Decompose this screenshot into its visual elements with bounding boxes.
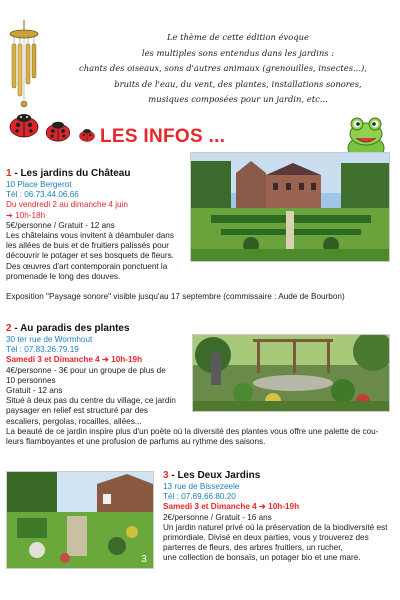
garden-3-address: 13 rue de Bissezeele xyxy=(163,482,240,491)
garden-1-hours: ➔ 10h-18h xyxy=(6,210,46,220)
garden-2-title: - Au paradis des plantes xyxy=(14,323,130,334)
garden-1-dates: Du vendredi 2 au dimanche 4 juin xyxy=(6,200,128,210)
photo-number-label: 3 xyxy=(141,554,147,565)
ladybug-icon xyxy=(78,128,96,142)
intro-line: Le thème de cette édition évoque xyxy=(166,32,309,42)
garden-2-desc-line: La beauté de ce jardin inspire plus d'un poète où la diversité des plantes vous offre une palette de cou- xyxy=(6,427,379,436)
garden-2-address: 30 ter rue de Wormhout xyxy=(6,335,93,344)
garden-1-desc-line: découvrir le potager et ses bosquets de fleurs. xyxy=(6,251,174,261)
ladybug-icon xyxy=(8,112,40,138)
paradis-plantes-photo xyxy=(192,334,390,412)
garden-3-info xyxy=(163,482,393,564)
garden-1-exposition: Exposition "Paysage sonore" visible jusqu'au 17 septembre (commissaire : Aude de Bourbon) xyxy=(6,292,345,301)
garden-1-desc-line: Les châtelains vous invitent à déambuler dans xyxy=(6,231,174,241)
garden-1-title: - Les jardins du Château xyxy=(14,168,131,179)
garden-2-number: 2 xyxy=(6,323,12,334)
garden-1-desc-line: les allées de buis et de fruitiers palissés pour xyxy=(6,241,169,251)
garden-3-desc-line: Un jardin naturel privé où la préservation de la biodiversité est xyxy=(163,522,388,532)
garden-3-title: - Les Deux Jardins xyxy=(171,470,261,481)
garden-1-price: 5€/personne / Gratuit - 12 ans xyxy=(6,220,115,230)
intro-line: les multiples sons entendus dans les jardins : xyxy=(141,47,335,58)
garden-2-info xyxy=(6,335,191,427)
garden-2-desc-line: Situé à deux pas du centre du village, ce jardin xyxy=(6,396,176,406)
garden-3-dates: Samedi 3 et Dimanche 4 ➔ 10h-19h xyxy=(163,502,300,512)
garden-2-heading xyxy=(6,323,130,334)
garden-2-price-line: 4€/personne - 3€ pour un groupe de plus de xyxy=(6,365,166,375)
garden-2-tel: Tél : 07.83.26.79.19 xyxy=(6,345,79,355)
garden-1-tel: Tél : 06.73.44.06.66 xyxy=(6,190,79,200)
garden-2-price-line: 10 personnes xyxy=(6,375,56,385)
intro-text xyxy=(79,30,388,108)
garden-3-desc-line: primordiale. Divisé en deux parties, vous y trouverez des xyxy=(163,533,369,543)
intro-line: chants des oiseaux, sons d'autres animaux (grenouilles, insectes...), xyxy=(79,63,367,73)
garden-2-desc-line: leurs flamboyantes et une profusion de parfums au rythme des saisons. xyxy=(6,437,266,447)
garden-3-heading xyxy=(163,470,260,481)
garden-1-desc-line: Des œuvres d'art contemporain ponctuent la xyxy=(6,261,168,271)
garden-3-tel: Tél : 07.69.66.80.20 xyxy=(163,492,236,502)
garden-3-desc-line: une collection de bonsaïs, un potager bio et une mare. xyxy=(163,553,361,563)
chateau-garden-photo xyxy=(190,152,390,262)
garden-3-number: 3 xyxy=(163,470,169,481)
garden-2-desc-line: escaliers, pergolas, rocailles, allées... xyxy=(6,416,142,426)
garden-2-desc-line: paysager en relief est structuré par des xyxy=(6,406,148,416)
intro-line: bruits de l'eau, du vent, des plantes, installations sonores, xyxy=(114,78,362,89)
section-title: LES INFOS ... xyxy=(100,126,226,147)
garden-1-desc-line: promenade le long des douves. xyxy=(6,271,121,281)
wind-chime-icon xyxy=(4,20,44,110)
garden-2-desc-wide xyxy=(6,427,396,447)
intro-line: musiques composées pour un jardin, etc... xyxy=(148,94,328,104)
garden-1-info xyxy=(6,180,186,282)
garden-1-address: 10 Place Bergerot xyxy=(6,180,72,189)
garden-3-desc-line: parterres de fleurs, des arbres fruitiers, un rucher, xyxy=(163,543,343,553)
garden-2-dates: Samedi 3 et Dimanche 4 ➔ 10h-19h xyxy=(6,355,143,365)
garden-3-price: 2€/personne / Gratuit - 16 ans xyxy=(163,512,272,522)
deux-jardins-photo xyxy=(6,471,154,569)
garden-2-price-line: Gratuit - 12 ans xyxy=(6,386,63,396)
ladybug-icon xyxy=(44,120,72,142)
garden-1-number: 1 xyxy=(6,168,12,179)
garden-1-heading xyxy=(6,168,130,179)
